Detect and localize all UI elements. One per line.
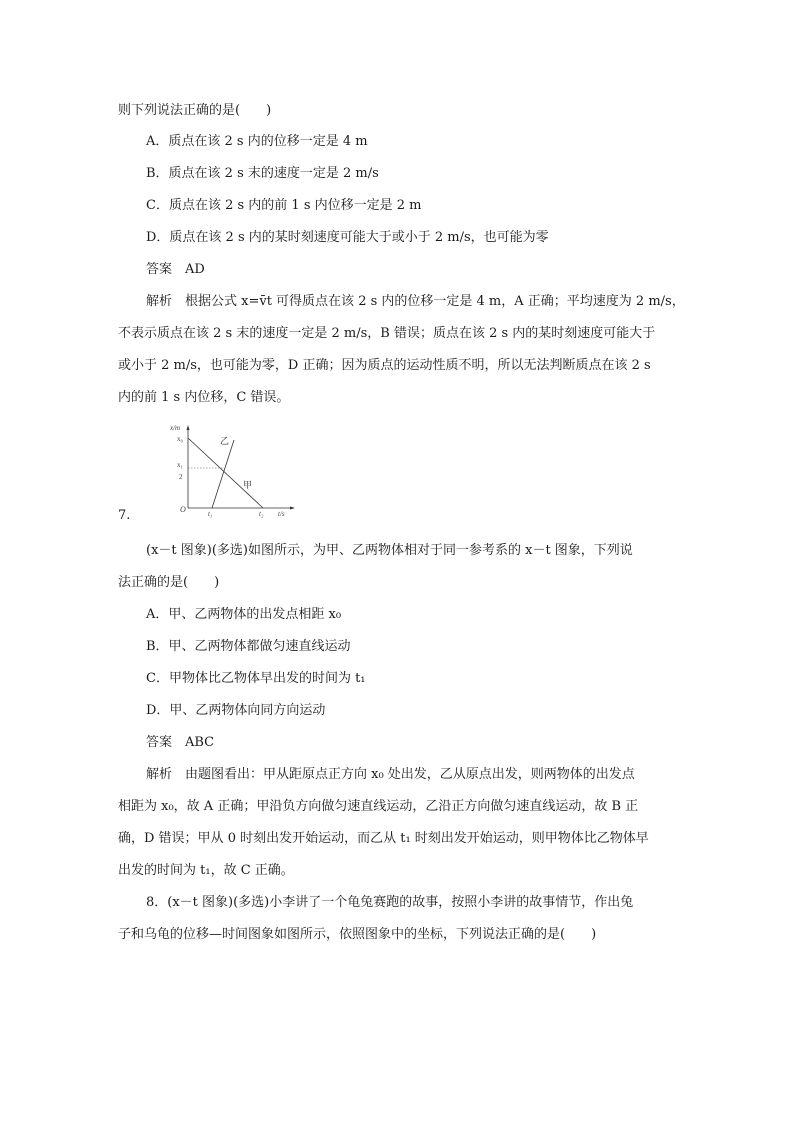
- q7-answer: 答案 ABC: [146, 735, 215, 750]
- q6-option-b: B．质点在该 2 s 末的速度一定是 2 m/s: [146, 166, 379, 181]
- x-axis-label: t/s: [278, 510, 285, 518]
- q7-stem-line-1: (x－t 图象)(多选)如图所示，为甲、乙两物体相对于同一参考系的 x－t 图象，下列说: [146, 543, 633, 558]
- xt-graph: [160, 422, 300, 518]
- q7-analysis-line-3: 确，D 错误；甲从 0 时刻出发开始运动，而乙从 t₁ 时刻出发开始运动，则甲物体比乙物体早: [118, 831, 649, 846]
- q8-stem-line-2: 子和乌龟的位移—时间图象如图所示，依照图象中的坐标，下列说法正确的是( ): [118, 927, 597, 942]
- tick-2: 2: [179, 473, 183, 481]
- q7-stem-line-2: 法正确的是( ): [118, 575, 220, 590]
- q6-analysis-line-4: 内的前 1 s 内位移，C 错误。: [118, 390, 290, 405]
- tick-t2: t₂: [259, 510, 264, 518]
- q6-stem-end: 则下列说法正确的是( ): [118, 103, 272, 118]
- q7-number: 7.: [118, 508, 131, 523]
- q7-option-d: D．甲、乙两物体向同方向运动: [146, 703, 326, 718]
- tick-x0: x₀: [177, 435, 183, 443]
- q8-stem-line-1: 8．(x－t 图象)(多选)小李讲了一个龟兔赛跑的故事，按照小李讲的故事情节，作出兔: [146, 895, 634, 910]
- y-axis-label: x/m: [170, 424, 181, 432]
- q6-analysis-line-3: 或小于 2 m/s，也可能为零，D 正确；因为质点的运动性质不明，所以无法判断质点在该 2 s: [118, 358, 651, 373]
- line-yi: [212, 440, 234, 508]
- q6-option-a: A．质点在该 2 s 内的位移一定是 4 m: [146, 134, 368, 149]
- q6-analysis-line-2: 不表示质点在该 2 s 末的速度一定是 2 m/s，B 错误；质点在该 2 s 内的某时刻速度可能大于: [118, 326, 656, 341]
- label-jia: 甲: [243, 481, 253, 491]
- q7-analysis-line-4: 出发的时间为 t₁，故 C 正确。: [118, 863, 294, 878]
- origin-label: O: [180, 505, 186, 514]
- q7-option-a: A．甲、乙两物体的出发点相距 x₀: [146, 607, 342, 622]
- tick-x1: x₁: [177, 461, 183, 469]
- q7-option-b: B．甲、乙两物体都做匀速直线运动: [146, 639, 351, 654]
- label-yi: 乙: [220, 437, 230, 447]
- q6-analysis-line-1: 解析 根据公式 x=v̄t 可得质点在该 2 s 内的位移一定是 4 m，A 正确；平均速度为 2 m/s，: [146, 294, 685, 309]
- tick-t1: t₁: [208, 510, 213, 518]
- x-axis-arrow: [290, 507, 295, 510]
- q7-analysis-line-1: 解析 由题图看出：甲从距原点正方向 x₀ 处出发，乙从原点出发，则两物体的出发点: [146, 767, 635, 782]
- q7-analysis-line-2: 相距为 x₀，故 A 正确；甲沿负方向做匀速直线运动，乙沿正方向做匀速直线运动，故 B 正: [118, 799, 639, 814]
- q6-answer: 答案 AD: [146, 262, 205, 277]
- line-jia: [188, 438, 263, 508]
- q6-option-c: C．质点在该 2 s 内的前 1 s 内位移一定是 2 m: [146, 198, 422, 213]
- q6-option-d: D．质点在该 2 s 内的某时刻速度可能大于或小于 2 m/s，也可能为零: [146, 230, 549, 245]
- q7-option-c: C．甲物体比乙物体早出发的时间为 t₁: [146, 671, 366, 686]
- y-axis-arrow: [187, 425, 190, 430]
